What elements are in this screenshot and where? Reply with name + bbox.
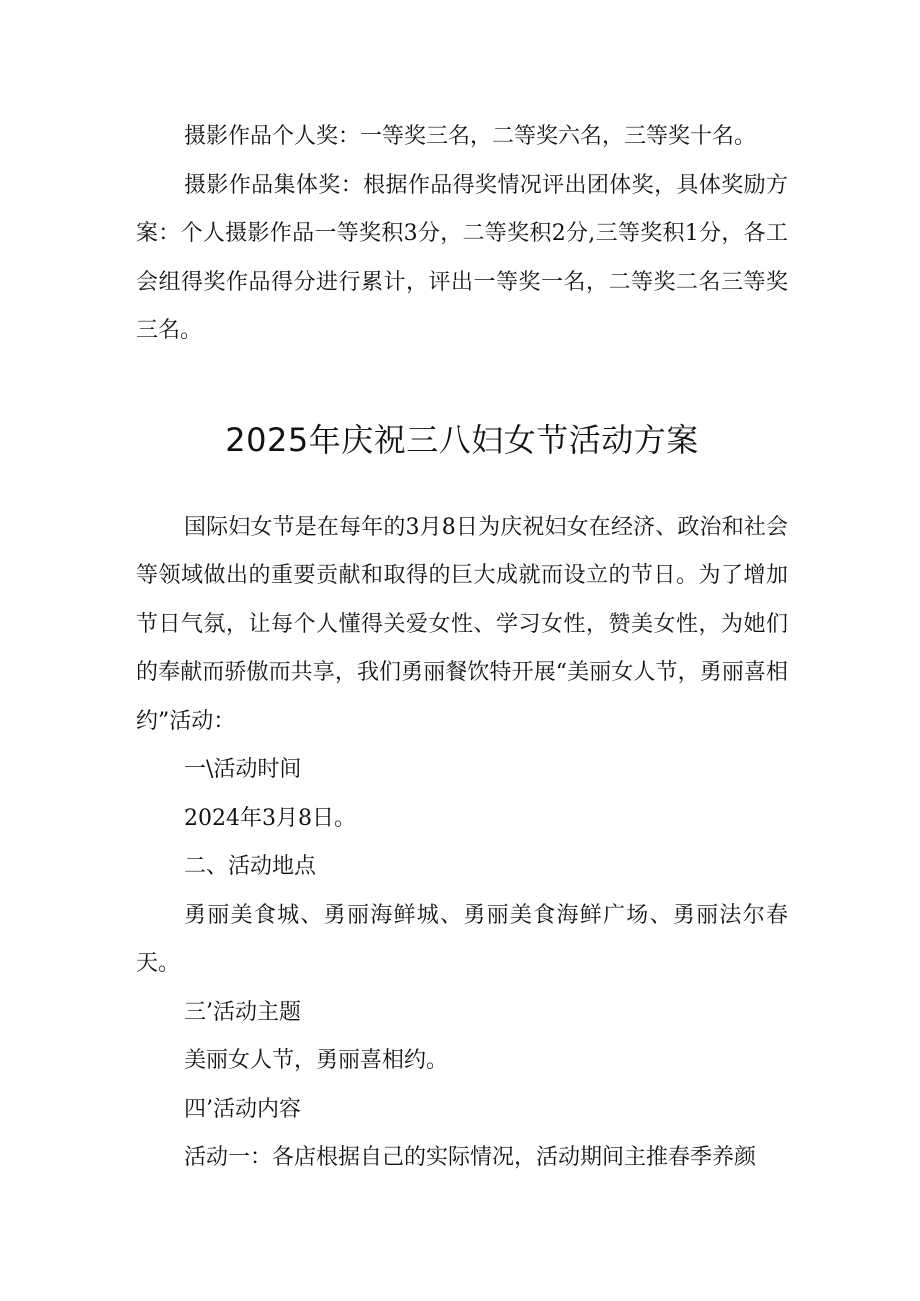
content-value: 活动一：各店根据自己的实际情况，活动期间主推春季养颜 — [184, 1145, 757, 1170]
time-value: 2024年3月8日。 — [184, 805, 356, 831]
document-title: 2025年庆祝三八妇女节活动方案 — [225, 420, 699, 459]
document-body — [136, 113, 788, 1183]
place-heading: 二、活动地点 — [184, 854, 317, 879]
theme-value: 美丽女人节，勇丽喜相约。 — [184, 1048, 449, 1073]
individual-award-paragraph: 摄影作品个人奖：一等奖三名，二等奖六名，三等奖十名。 — [184, 124, 757, 149]
content-heading: 四’活动内容 — [184, 1096, 301, 1122]
time-heading: 一\活动时间 — [184, 757, 302, 782]
place-value: 勇丽美食城、勇丽海鲜城、勇丽美食海鲜广场、勇丽法尔春天。 — [136, 902, 788, 976]
theme-heading: 三’活动主题 — [184, 999, 301, 1025]
intro-paragraph: 国际妇女节是在每年的3月8日为庆祝妇女在经济、政治和社会等领域做出的重要贡献和取得的巨大成就而设立的节日。为了增加节日气氛，让每个人懂得关爱女性、学习女性，赞美女性，为她们的奉献而骄傲而共享，我们勇丽餐饮特开展“美丽女人节，勇丽喜相约”活动： — [136, 514, 788, 734]
group-award-paragraph: 摄影作品集体奖：根据作品得奖情况评出团体奖，具体奖励方案：个人摄影作品一等奖积3分，二等奖积2分,三等奖积1分，各工会组得奖作品得分进行累计，评出一等奖一名，二等奖二名三等奖三名。 — [136, 172, 788, 343]
